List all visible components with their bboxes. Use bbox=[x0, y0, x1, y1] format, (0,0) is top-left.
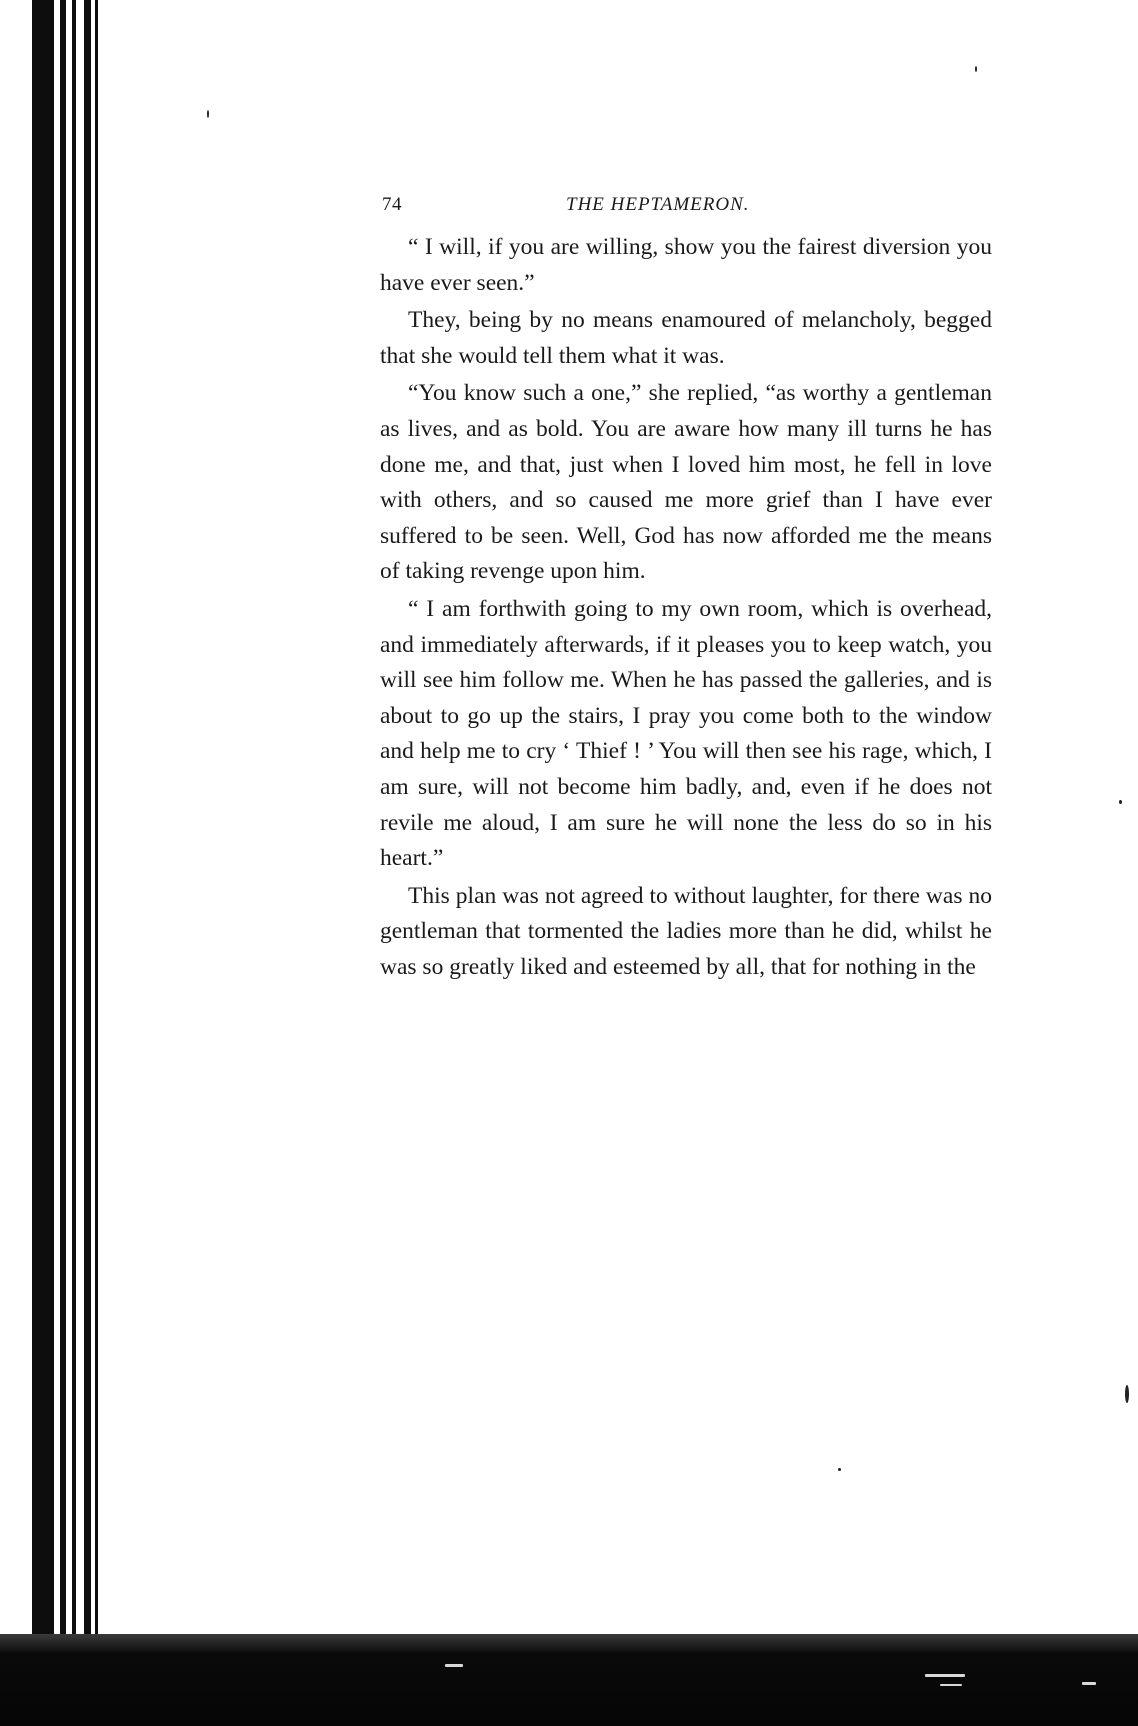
scan-fleck bbox=[940, 1684, 962, 1686]
scan-fleck bbox=[925, 1674, 965, 1677]
body-text bbox=[380, 230, 992, 985]
book-page bbox=[380, 190, 992, 985]
scan-fleck bbox=[1082, 1682, 1096, 1685]
paragraph: “ I am forthwith going to my own room, which is overhead, and immediately afterwards, if it pleases you to keep watch, you will see him follow me. When he has passed the galleries, and is about to go up the stairs, I pray you come both to the window and help me to cry ‘ Thief ! ’ You will then see his rage, which, I am sure, will not become him badly, and, even if he does not revile me aloud, I am sure he will none the less do so in his heart.” bbox=[380, 595, 992, 872]
scan-speck bbox=[838, 1468, 841, 1471]
scan-speck bbox=[1119, 800, 1122, 804]
scan-speck bbox=[207, 110, 209, 118]
paragraph: “You know such a one,” she replied, “as worthy a gentleman as lives, and as bold. You are aware how many ill turns he has done me, and that, just when I loved him most, he fell in love with others, and so caused me more grief than I have ever suffered to be seen. Well, God has now afforded me the means of taking revenge upon him. bbox=[380, 380, 992, 585]
scan-speck bbox=[975, 66, 977, 72]
paragraph: They, being by no means enamoured of melancholy, begged that she would tell them what it was. bbox=[380, 307, 992, 369]
paragraph: “ I will, if you are willing, show you the fairest diversion you have ever seen.” bbox=[380, 234, 992, 296]
running-head bbox=[380, 190, 992, 230]
scan-bottom-shadow bbox=[0, 1634, 1138, 1726]
scan-fleck bbox=[445, 1664, 463, 1667]
scan-speck bbox=[1125, 1385, 1129, 1403]
page-number: 74 bbox=[382, 194, 402, 215]
paragraph: This plan was not agreed to without laughter, for there was no gentleman that tormented the ladies more than he did, whilst he was so greatly liked and esteemed by all, that for nothing in the bbox=[380, 882, 992, 980]
scan-binding-edge bbox=[0, 0, 100, 1700]
running-title: THE HEPTAMERON. bbox=[566, 194, 750, 215]
